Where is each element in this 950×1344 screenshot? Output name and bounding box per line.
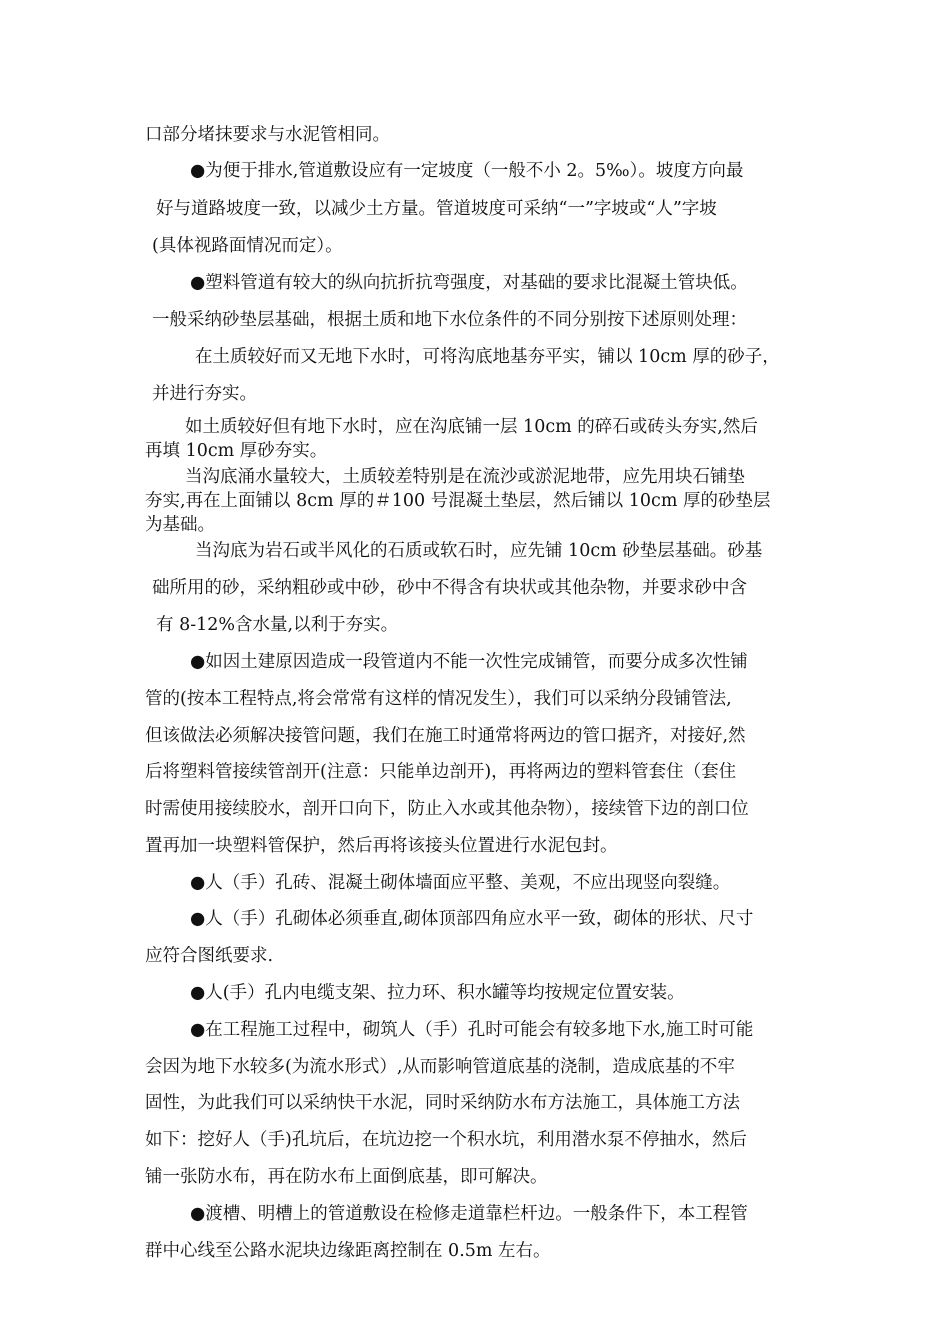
text-line: 有 8-12%含水量,以利于夯实。 (156, 615, 399, 635)
text-line: 置再加一块塑料管保护，然后再将该接头位置进行水泥包封。 (145, 836, 618, 856)
text-line: 础所用的砂，采纳粗砂或中砂，砂中不得含有块状或其他杂物，并要求砂中含 (152, 578, 747, 598)
text-line: 会因为地下水较多(为流水形式）,从而影响管道底基的浇制，造成底基的不牢 (145, 1057, 735, 1077)
text-line: ●渡槽、明槽上的管道敷设在检修走道靠栏杆边。一般条件下，本工程管 (190, 1204, 748, 1224)
text-line: 在土质较好而又无地下水时，可将沟底地基夯平实，铺以 10cm 厚的砂子， (195, 347, 780, 367)
text-line: 固性，为此我们可以采纳快干水泥，同时采纳防水布方法施工，具体施工方法 (145, 1093, 740, 1113)
text-line: 当沟底为岩石或半风化的石质或软石时，应先铺 10cm 砂垫层基础。砂基 (195, 541, 763, 561)
text-line: 并进行夯实。 (152, 384, 257, 404)
text-line: 当沟底涌水量较大，土质较差特别是在流沙或淤泥地带，应先用块石铺垫 (185, 467, 745, 487)
text-line: 好与道路坡度一致，以减少土方量。管道坡度可采纳“一”字坡或“人”字坡 (156, 199, 717, 219)
text-line: 为基础。 (145, 515, 215, 535)
text-line: 如土质较好但有地下水时，应在沟底铺一层 10cm 的碎石或砖头夯实,然后 (185, 417, 758, 437)
text-line: 铺一张防水布，再在防水布上面倒底基，即可解决。 (145, 1167, 548, 1187)
text-line: 但该做法必须解决接管问题，我们在施工时通常将两边的管口据齐，对接好,然 (145, 726, 746, 746)
text-line: ●为便于排水,管道敷设应有一定坡度（一般不小 2。5‰）。坡度方向最 (190, 161, 744, 181)
text-line: 再填 10cm 厚砂夯实。 (145, 441, 328, 461)
text-line: ●人（手）孔砖、混凝土砌体墙面应平整、美观，不应出现竖向裂缝。 (190, 873, 731, 893)
text-line: 口部分堵抹要求与水泥管相同。 (145, 125, 390, 145)
text-line: 一般采纳砂垫层基础，根据土质和地下水位条件的不同分别按下述原则处理： (152, 310, 747, 330)
text-line: 群中心线至公路水泥块边缘距离控制在 0.5m 左右。 (145, 1241, 551, 1261)
text-line: 夯实,再在上面铺以 8cm 厚的＃100 号混凝土垫层，然后铺以 10cm 厚的砂垫层 (145, 491, 771, 511)
text-line: (具体视路面情况而定）。 (152, 236, 343, 256)
text-line: ●人（手）孔砌体必须垂直,砌体顶部四角应水平一致，砌体的形状、尺寸 (190, 909, 754, 929)
text-line: 时需使用接续胶水，剖开口向下，防止入水或其他杂物），接续管下边的剖口位 (145, 799, 749, 819)
text-line: 管的(按本工程特点,将会常常有这样的情况发生），我们可以采纳分段铺管法, (145, 689, 732, 709)
text-line: ●如因土建原因造成一段管道内不能一次性完成铺管，而要分成多次性铺 (190, 652, 748, 672)
text-line: ●在工程施工过程中，砌筑人（手）孔时可能会有较多地下水,施工时可能 (190, 1020, 754, 1040)
text-line: ●塑料管道有较大的纵向抗折抗弯强度，对基础的要求比混凝土管块低。 (190, 273, 748, 293)
text-line: 应符合图纸要求. (145, 946, 274, 966)
text-line: 后将塑料管接续管剖开(注意：只能单边剖开)，再将两边的塑料管套住（套住 (145, 762, 737, 782)
text-line: 如下：挖好人（手)孔坑后，在坑边挖一个积水坑，利用潜水泵不停抽水，然后 (145, 1130, 747, 1150)
text-line: ●人(手）孔内电缆支架、拉力环、积水罐等均按规定位置安装。 (190, 983, 685, 1003)
